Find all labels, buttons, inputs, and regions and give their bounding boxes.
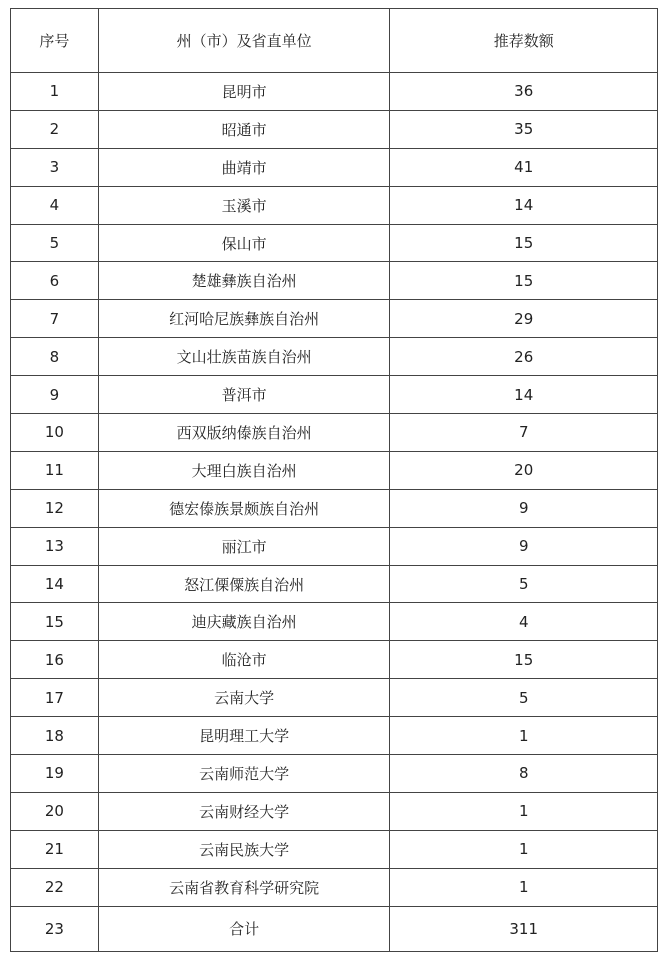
quota-cell: 26 bbox=[390, 338, 658, 376]
unit-cell: 临沧市 bbox=[98, 641, 390, 679]
table-row bbox=[11, 451, 658, 489]
index-cell: 12 bbox=[11, 489, 99, 527]
unit-cell: 红河哈尼族彝族自治州 bbox=[98, 300, 390, 338]
quota-cell: 9 bbox=[390, 527, 658, 565]
index-cell: 17 bbox=[11, 679, 99, 717]
quota-cell: 1 bbox=[390, 868, 658, 906]
table-row bbox=[11, 603, 658, 641]
quota-cell: 14 bbox=[390, 186, 658, 224]
quota-cell: 311 bbox=[390, 906, 658, 951]
unit-cell: 怒江傈僳族自治州 bbox=[98, 565, 390, 603]
quota-cell: 5 bbox=[390, 679, 658, 717]
quota-table bbox=[10, 8, 658, 952]
table-row bbox=[11, 830, 658, 868]
index-cell: 13 bbox=[11, 527, 99, 565]
table-row bbox=[11, 565, 658, 603]
quota-cell: 1 bbox=[390, 830, 658, 868]
quota-cell: 4 bbox=[390, 603, 658, 641]
table-row bbox=[11, 186, 658, 224]
index-cell: 11 bbox=[11, 451, 99, 489]
table-row bbox=[11, 868, 658, 906]
index-cell: 10 bbox=[11, 414, 99, 452]
table-row bbox=[11, 717, 658, 755]
quota-cell: 5 bbox=[390, 565, 658, 603]
quota-cell: 1 bbox=[390, 792, 658, 830]
table-row bbox=[11, 641, 658, 679]
index-cell: 16 bbox=[11, 641, 99, 679]
table-row bbox=[11, 792, 658, 830]
index-cell: 9 bbox=[11, 376, 99, 414]
quota-cell: 35 bbox=[390, 110, 658, 148]
unit-cell: 昆明理工大学 bbox=[98, 717, 390, 755]
quota-cell: 20 bbox=[390, 451, 658, 489]
table-row bbox=[11, 527, 658, 565]
index-cell: 20 bbox=[11, 792, 99, 830]
unit-cell: 昆明市 bbox=[98, 73, 390, 111]
index-cell: 18 bbox=[11, 717, 99, 755]
header-unit: 州（市）及省直单位 bbox=[98, 9, 390, 73]
unit-cell: 普洱市 bbox=[98, 376, 390, 414]
index-cell: 21 bbox=[11, 830, 99, 868]
index-cell: 6 bbox=[11, 262, 99, 300]
quota-cell: 41 bbox=[390, 148, 658, 186]
table-row bbox=[11, 262, 658, 300]
unit-cell: 德宏傣族景颇族自治州 bbox=[98, 489, 390, 527]
quota-cell: 29 bbox=[390, 300, 658, 338]
header-row bbox=[11, 9, 658, 73]
table-row bbox=[11, 300, 658, 338]
index-cell: 2 bbox=[11, 110, 99, 148]
index-cell: 15 bbox=[11, 603, 99, 641]
unit-cell: 云南民族大学 bbox=[98, 830, 390, 868]
table-row bbox=[11, 414, 658, 452]
unit-cell: 玉溪市 bbox=[98, 186, 390, 224]
quota-cell: 8 bbox=[390, 755, 658, 793]
unit-cell: 云南大学 bbox=[98, 679, 390, 717]
quota-cell: 15 bbox=[390, 262, 658, 300]
unit-cell: 西双版纳傣族自治州 bbox=[98, 414, 390, 452]
unit-cell: 云南省教育科学研究院 bbox=[98, 868, 390, 906]
unit-cell: 楚雄彝族自治州 bbox=[98, 262, 390, 300]
index-cell: 4 bbox=[11, 186, 99, 224]
unit-cell: 云南师范大学 bbox=[98, 755, 390, 793]
unit-cell: 昭通市 bbox=[98, 110, 390, 148]
total-row bbox=[11, 906, 658, 951]
unit-cell: 大理白族自治州 bbox=[98, 451, 390, 489]
table-row bbox=[11, 338, 658, 376]
unit-cell: 保山市 bbox=[98, 224, 390, 262]
index-cell: 1 bbox=[11, 73, 99, 111]
index-cell: 8 bbox=[11, 338, 99, 376]
table-row bbox=[11, 376, 658, 414]
table-row bbox=[11, 73, 658, 111]
table-row bbox=[11, 224, 658, 262]
table-row bbox=[11, 148, 658, 186]
index-cell: 22 bbox=[11, 868, 99, 906]
unit-cell: 丽江市 bbox=[98, 527, 390, 565]
table-row bbox=[11, 489, 658, 527]
index-cell: 7 bbox=[11, 300, 99, 338]
quota-cell: 15 bbox=[390, 641, 658, 679]
index-cell: 5 bbox=[11, 224, 99, 262]
index-cell: 14 bbox=[11, 565, 99, 603]
unit-cell: 合计 bbox=[98, 906, 390, 951]
quota-cell: 1 bbox=[390, 717, 658, 755]
quota-cell: 9 bbox=[390, 489, 658, 527]
quota-cell: 36 bbox=[390, 73, 658, 111]
table-row bbox=[11, 110, 658, 148]
header-quota: 推荐数额 bbox=[390, 9, 658, 73]
quota-cell: 15 bbox=[390, 224, 658, 262]
quota-cell: 14 bbox=[390, 376, 658, 414]
unit-cell: 曲靖市 bbox=[98, 148, 390, 186]
index-cell: 23 bbox=[11, 906, 99, 951]
index-cell: 3 bbox=[11, 148, 99, 186]
unit-cell: 云南财经大学 bbox=[98, 792, 390, 830]
table-row bbox=[11, 679, 658, 717]
quota-cell: 7 bbox=[390, 414, 658, 452]
table-row bbox=[11, 755, 658, 793]
unit-cell: 迪庆藏族自治州 bbox=[98, 603, 390, 641]
index-cell: 19 bbox=[11, 755, 99, 793]
unit-cell: 文山壮族苗族自治州 bbox=[98, 338, 390, 376]
header-index: 序号 bbox=[11, 9, 99, 73]
